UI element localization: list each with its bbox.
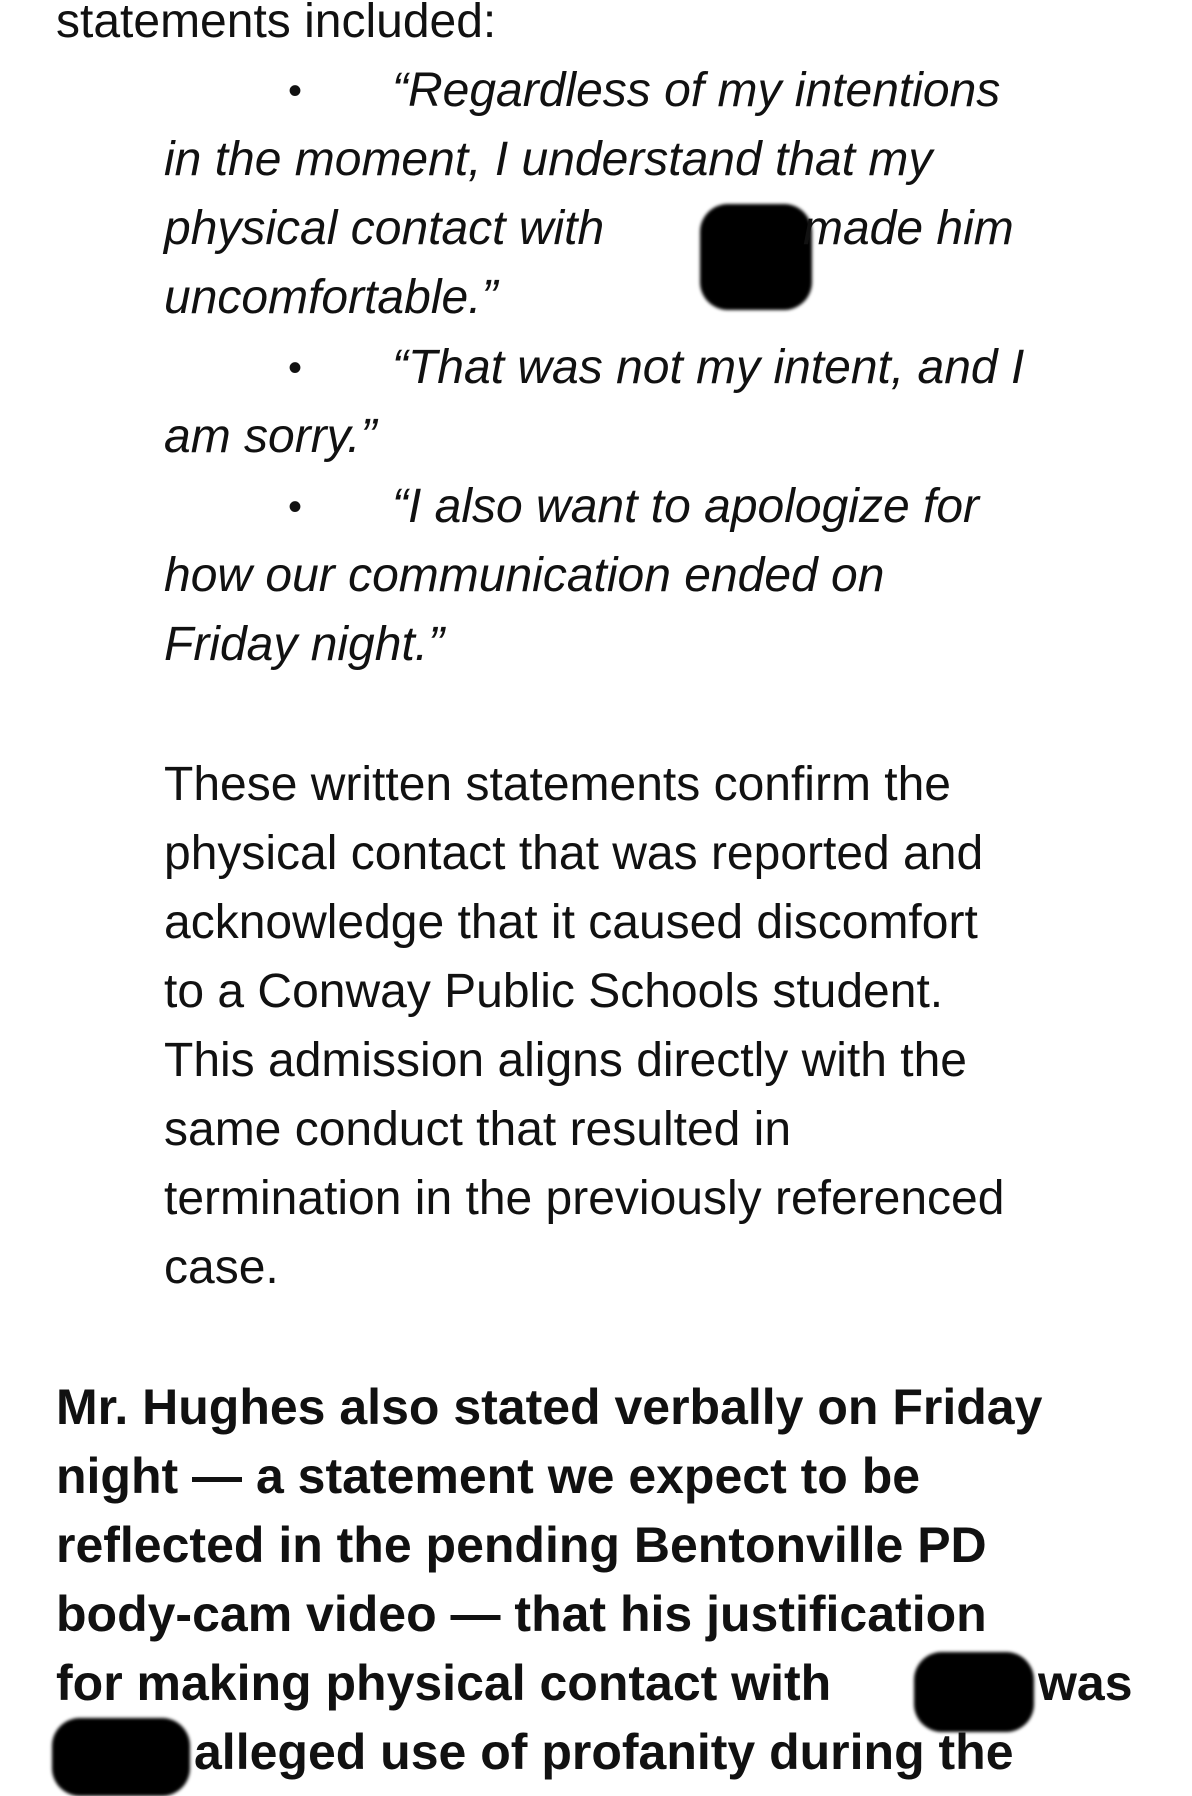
bold-line: body-cam video — that his justification (56, 1586, 987, 1642)
quote-2-line-1: “That was not my intent, and I (392, 341, 1025, 394)
quote-1-line-2: in the moment, I understand that my (164, 133, 933, 186)
bold-line: night — a statement we expect to be (56, 1448, 921, 1504)
bold-line: Mr. Hughes also stated verbally on Friday (56, 1379, 1043, 1435)
quote-1-line-4: uncomfortable.” (164, 271, 498, 324)
paragraph-line: to a Conway Public Schools student. (164, 965, 944, 1018)
paragraph-line: physical contact that was reported and (164, 827, 984, 880)
quote-3-line-2: how our communication ended on (164, 549, 885, 602)
paragraph-line: acknowledge that it caused discomfort (164, 896, 978, 949)
quote-1-line-3a: physical contact with (164, 202, 605, 255)
quote-2-line-2: am sorry.” (164, 410, 377, 463)
bold-line: was (1038, 1655, 1133, 1711)
redaction-mark (52, 1718, 190, 1796)
paragraph-line: termination in the previously referenced (164, 1172, 1005, 1225)
paragraph-line: same conduct that resulted in (164, 1103, 792, 1156)
quote-1-line-1: “Regardless of my intentions (392, 64, 1001, 117)
paragraph-line: case. (164, 1241, 279, 1294)
paragraph-line: This admission aligns directly with the (164, 1034, 967, 1087)
bold-line: reflected in the pending Bentonville PD (56, 1517, 987, 1573)
bullet-marker: • (288, 69, 303, 113)
redaction-mark (700, 204, 812, 310)
bullet-marker: • (288, 485, 303, 529)
paragraph-line: These written statements confirm the (164, 758, 951, 811)
bold-line: for making physical contact with (56, 1655, 832, 1711)
intro-line: statements included: (56, 0, 497, 48)
quote-3-line-3: Friday night.” (164, 618, 445, 671)
quote-3-line-1: “I also want to apologize for (392, 480, 979, 533)
quote-1-line-3b: made him (803, 202, 1014, 255)
bold-line: alleged use of profanity during the (194, 1724, 1014, 1780)
bullet-marker: • (288, 346, 303, 390)
